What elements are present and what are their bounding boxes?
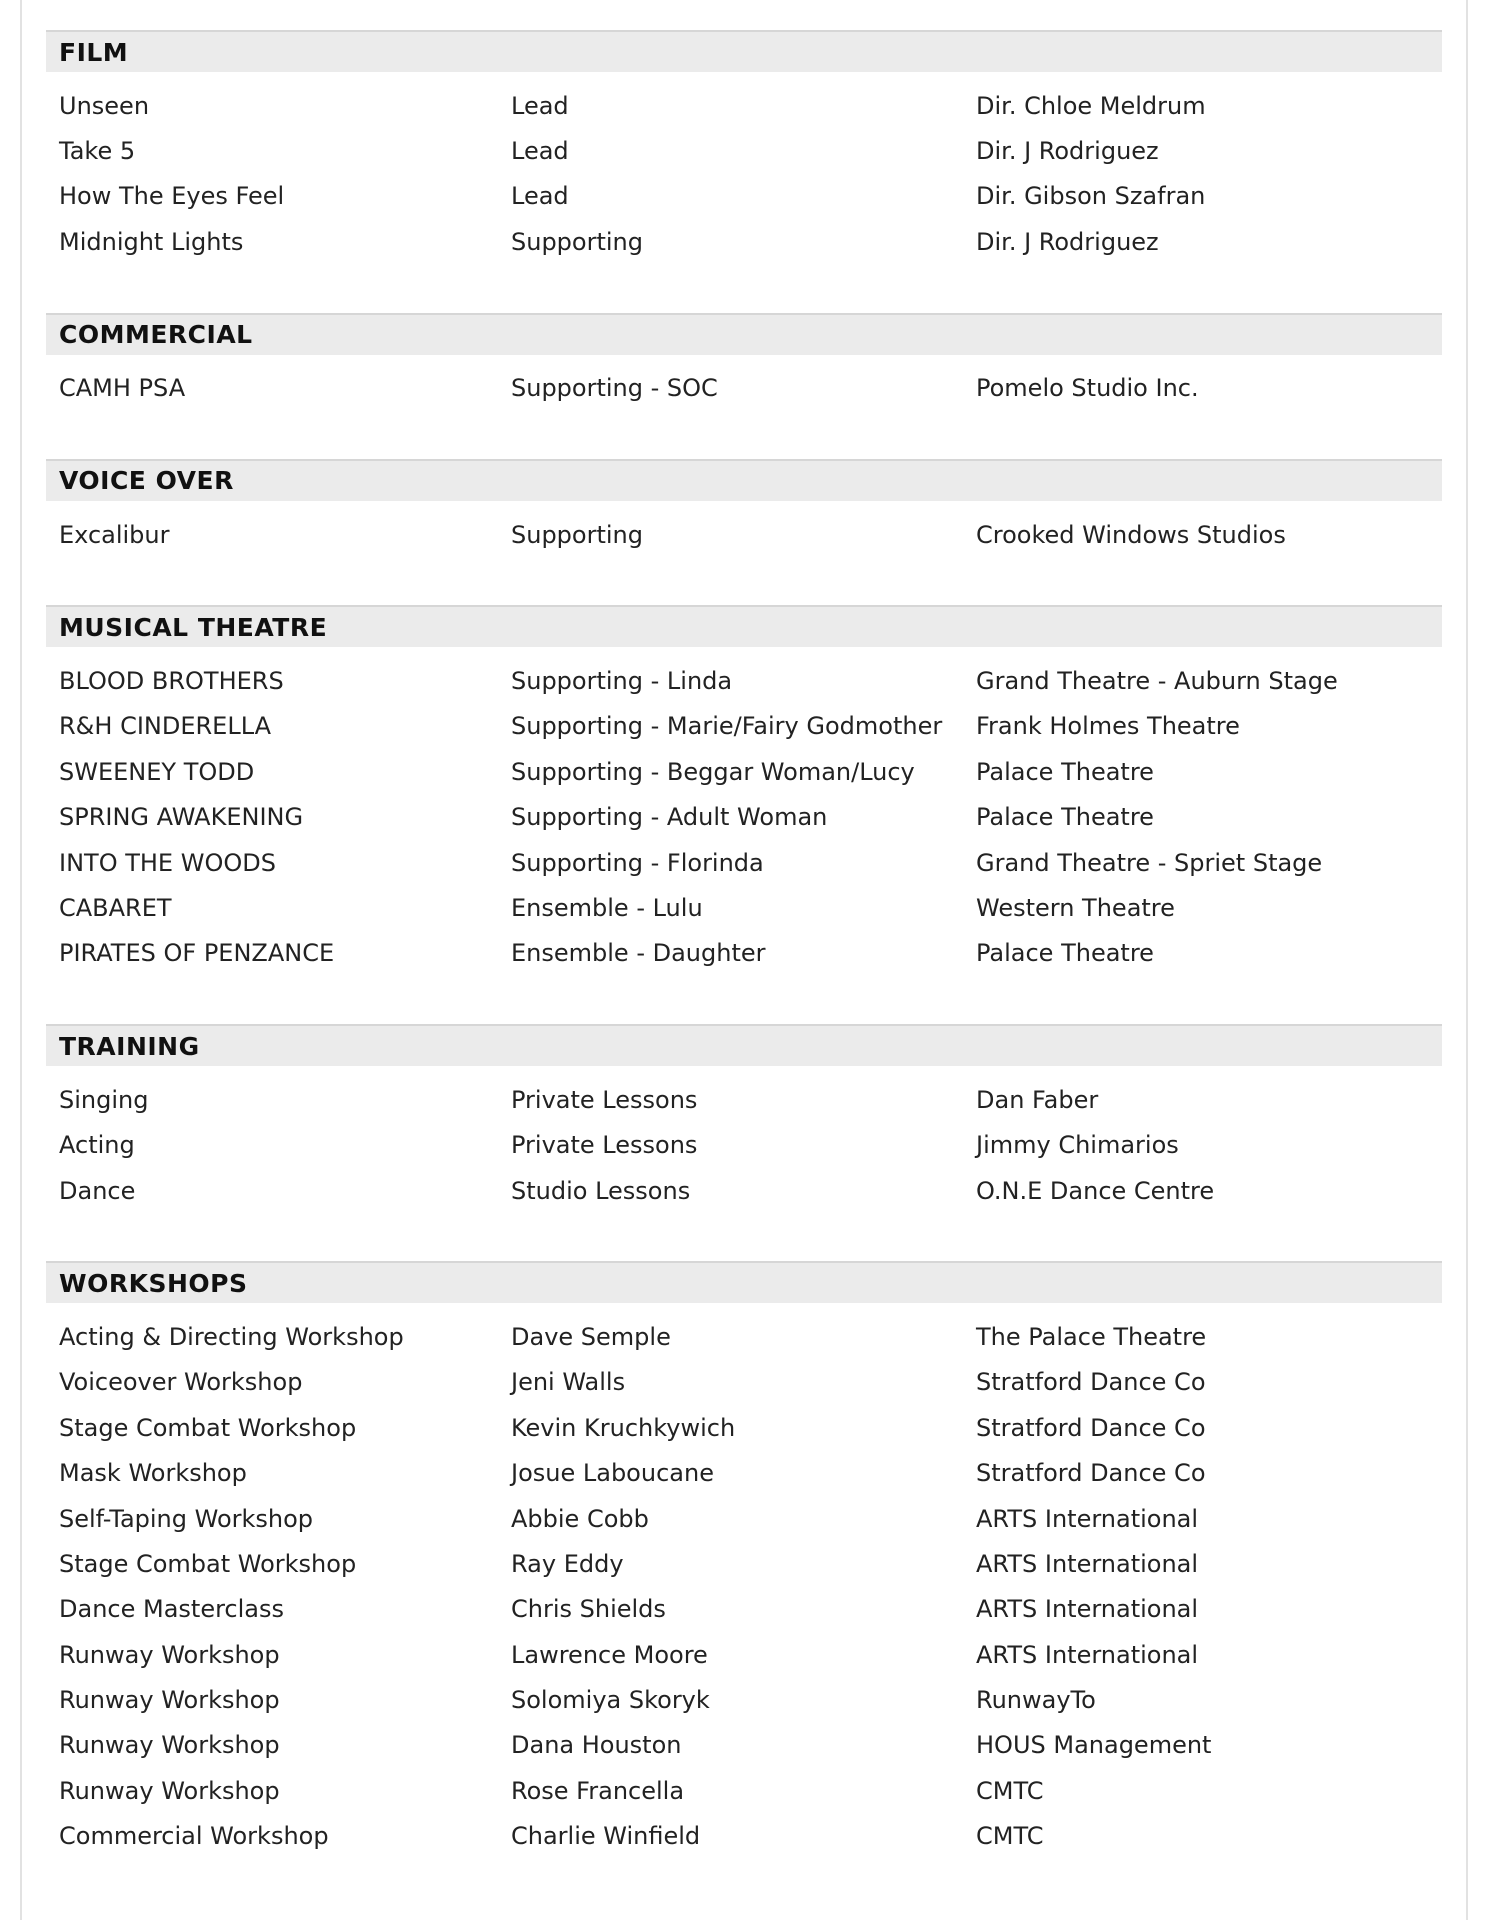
- table-row: [46, 658, 1442, 703]
- table-row: [46, 704, 1442, 749]
- section-title: WORKSHOPS: [59, 1268, 248, 1298]
- section-film: [46, 30, 1442, 313]
- credit-title: SPRING AWAKENING: [59, 803, 304, 832]
- table-row: [46, 795, 1442, 840]
- table-row: [46, 931, 1442, 976]
- credit-role: Ray Eddy: [511, 1549, 624, 1578]
- credit-company: Stratford Dance Co: [976, 1368, 1206, 1397]
- credit-title: Runway Workshop: [59, 1776, 280, 1805]
- section-rows: [46, 1303, 1442, 1859]
- credit-title: Acting & Directing Workshop: [59, 1322, 404, 1351]
- table-row: [46, 1450, 1442, 1495]
- credit-title: INTO THE WOODS: [59, 848, 276, 877]
- credit-company: Grand Theatre - Spriet Stage: [976, 848, 1323, 877]
- credit-company: Frank Holmes Theatre: [976, 712, 1240, 741]
- table-row: [46, 1768, 1442, 1813]
- credit-role: Ensemble - Lulu: [511, 893, 703, 922]
- credit-role: Supporting: [511, 227, 643, 256]
- table-row: [46, 1814, 1442, 1859]
- credit-role: Supporting - SOC: [511, 374, 718, 403]
- credit-company: HOUS Management: [976, 1731, 1212, 1760]
- credit-title: How The Eyes Feel: [59, 182, 285, 211]
- credit-company: Crooked Windows Studios: [976, 520, 1286, 549]
- table-row: [46, 1541, 1442, 1586]
- table-row: [46, 219, 1442, 264]
- table-row: [46, 1723, 1442, 1768]
- credit-title: SWEENEY TODD: [59, 757, 255, 786]
- credit-company: ARTS International: [976, 1549, 1199, 1578]
- credit-company: Jimmy Chimarios: [976, 1131, 1179, 1160]
- credit-company: ARTS International: [976, 1504, 1199, 1533]
- credit-title: Runway Workshop: [59, 1731, 280, 1760]
- credit-title: Take 5: [59, 137, 136, 166]
- credit-title: R&H CINDERELLA: [59, 712, 272, 741]
- credit-title: BLOOD BROTHERS: [59, 667, 284, 696]
- section-title: TRAINING: [59, 1031, 200, 1061]
- table-row: [46, 1168, 1442, 1213]
- credit-company: Stratford Dance Co: [976, 1413, 1206, 1442]
- credit-role: Solomiya Skoryk: [511, 1686, 710, 1715]
- section-spacer: [46, 976, 1442, 1024]
- table-row: [46, 1496, 1442, 1541]
- credit-company: CMTC: [976, 1776, 1044, 1805]
- section-workshops: [46, 1261, 1442, 1859]
- credit-title: Dance: [59, 1176, 136, 1205]
- section-rows: [46, 355, 1442, 411]
- section-header: [46, 1024, 1442, 1066]
- credit-title: Mask Workshop: [59, 1459, 247, 1488]
- credit-title: Dance Masterclass: [59, 1595, 284, 1624]
- table-row: [46, 366, 1442, 411]
- credit-role: Kevin Kruchkywich: [511, 1413, 736, 1442]
- resume-content: [46, 30, 1442, 1859]
- credit-role: Lead: [511, 137, 569, 166]
- credit-role: Supporting: [511, 520, 643, 549]
- credit-title: Voiceover Workshop: [59, 1368, 303, 1397]
- credit-role: Lead: [511, 91, 569, 120]
- section-spacer: [46, 1213, 1442, 1261]
- table-row: [46, 83, 1442, 128]
- credit-role: Lead: [511, 182, 569, 211]
- credit-title: Runway Workshop: [59, 1686, 280, 1715]
- credit-title: Self-Taping Workshop: [59, 1504, 314, 1533]
- section-rows: [46, 72, 1442, 265]
- credit-role: Ensemble - Daughter: [511, 939, 766, 968]
- section-voice-over: [46, 459, 1442, 605]
- table-row: [46, 128, 1442, 173]
- credit-title: PIRATES OF PENZANCE: [59, 939, 335, 968]
- credit-title: Stage Combat Workshop: [59, 1413, 357, 1442]
- credit-role: Josue Laboucane: [511, 1459, 714, 1488]
- table-row: [46, 1677, 1442, 1722]
- credit-role: Charlie Winfield: [511, 1822, 701, 1851]
- section-header: [46, 30, 1442, 72]
- table-row: [46, 1360, 1442, 1405]
- credit-company: Grand Theatre - Auburn Stage: [976, 667, 1338, 696]
- section-header: [46, 459, 1442, 501]
- credit-title: Acting: [59, 1131, 135, 1160]
- credit-title: CAMH PSA: [59, 374, 186, 403]
- section-training: [46, 1024, 1442, 1261]
- section-rows: [46, 501, 1442, 557]
- table-row: [46, 1122, 1442, 1167]
- section-title: VOICE OVER: [59, 466, 234, 496]
- table-row: [46, 1314, 1442, 1359]
- credit-company: Dir. Chloe Meldrum: [976, 91, 1206, 120]
- table-row: [46, 174, 1442, 219]
- credit-role: Dave Semple: [511, 1322, 671, 1351]
- section-header: [46, 1261, 1442, 1303]
- credit-role: Rose Francella: [511, 1776, 685, 1805]
- credit-company: Palace Theatre: [976, 939, 1154, 968]
- table-row: [46, 1632, 1442, 1677]
- credit-title: Unseen: [59, 91, 150, 120]
- section-spacer: [46, 411, 1442, 459]
- credit-role: Supporting - Florinda: [511, 848, 764, 877]
- table-row: [46, 840, 1442, 885]
- credit-role: Private Lessons: [511, 1131, 698, 1160]
- credit-role: Jeni Walls: [511, 1368, 626, 1397]
- section-rows: [46, 647, 1442, 976]
- credit-company: Dan Faber: [976, 1085, 1099, 1114]
- credit-company: Dir. Gibson Szafran: [976, 182, 1206, 211]
- credit-company: Pomelo Studio Inc.: [976, 374, 1199, 403]
- section-title: MUSICAL THEATRE: [59, 612, 328, 642]
- section-rows: [46, 1066, 1442, 1213]
- table-row: [46, 749, 1442, 794]
- section-spacer: [46, 265, 1442, 313]
- credit-role: Abbie Cobb: [511, 1504, 649, 1533]
- credit-role: Chris Shields: [511, 1595, 666, 1624]
- credit-title: Stage Combat Workshop: [59, 1549, 357, 1578]
- credit-role: Supporting - Beggar Woman/Lucy: [511, 757, 915, 786]
- credit-company: ARTS International: [976, 1640, 1199, 1669]
- section-commercial: [46, 313, 1442, 459]
- credit-company: RunwayTo: [976, 1686, 1096, 1715]
- credit-company: O.N.E Dance Centre: [976, 1176, 1215, 1205]
- table-row: [46, 512, 1442, 557]
- credit-role: Supporting - Marie/Fairy Godmother: [511, 712, 943, 741]
- section-header: [46, 313, 1442, 355]
- credit-company: Palace Theatre: [976, 803, 1154, 832]
- credit-company: ARTS International: [976, 1595, 1199, 1624]
- credit-company: Stratford Dance Co: [976, 1459, 1206, 1488]
- section-spacer: [46, 557, 1442, 605]
- section-title: COMMERCIAL: [59, 320, 253, 350]
- section-musical-theatre: [46, 605, 1442, 1024]
- credit-role: Lawrence Moore: [511, 1640, 708, 1669]
- credit-title: CABARET: [59, 893, 172, 922]
- credit-role: Dana Houston: [511, 1731, 682, 1760]
- table-row: [46, 1077, 1442, 1122]
- credit-role: Studio Lessons: [511, 1176, 691, 1205]
- credit-company: CMTC: [976, 1822, 1044, 1851]
- credit-title: Singing: [59, 1085, 149, 1114]
- credit-title: Runway Workshop: [59, 1640, 280, 1669]
- credit-role: Private Lessons: [511, 1085, 698, 1114]
- table-row: [46, 885, 1442, 930]
- credit-title: Commercial Workshop: [59, 1822, 329, 1851]
- credit-role: Supporting - Adult Woman: [511, 803, 828, 832]
- credit-company: Palace Theatre: [976, 757, 1154, 786]
- table-row: [46, 1587, 1442, 1632]
- credit-company: Western Theatre: [976, 893, 1175, 922]
- credit-title: Excalibur: [59, 520, 170, 549]
- credit-company: The Palace Theatre: [976, 1322, 1207, 1351]
- credit-company: Dir. J Rodriguez: [976, 137, 1159, 166]
- credit-title: Midnight Lights: [59, 227, 244, 256]
- section-title: FILM: [59, 37, 129, 67]
- credit-company: Dir. J Rodriguez: [976, 227, 1159, 256]
- section-header: [46, 605, 1442, 647]
- table-row: [46, 1405, 1442, 1450]
- credit-role: Supporting - Linda: [511, 667, 733, 696]
